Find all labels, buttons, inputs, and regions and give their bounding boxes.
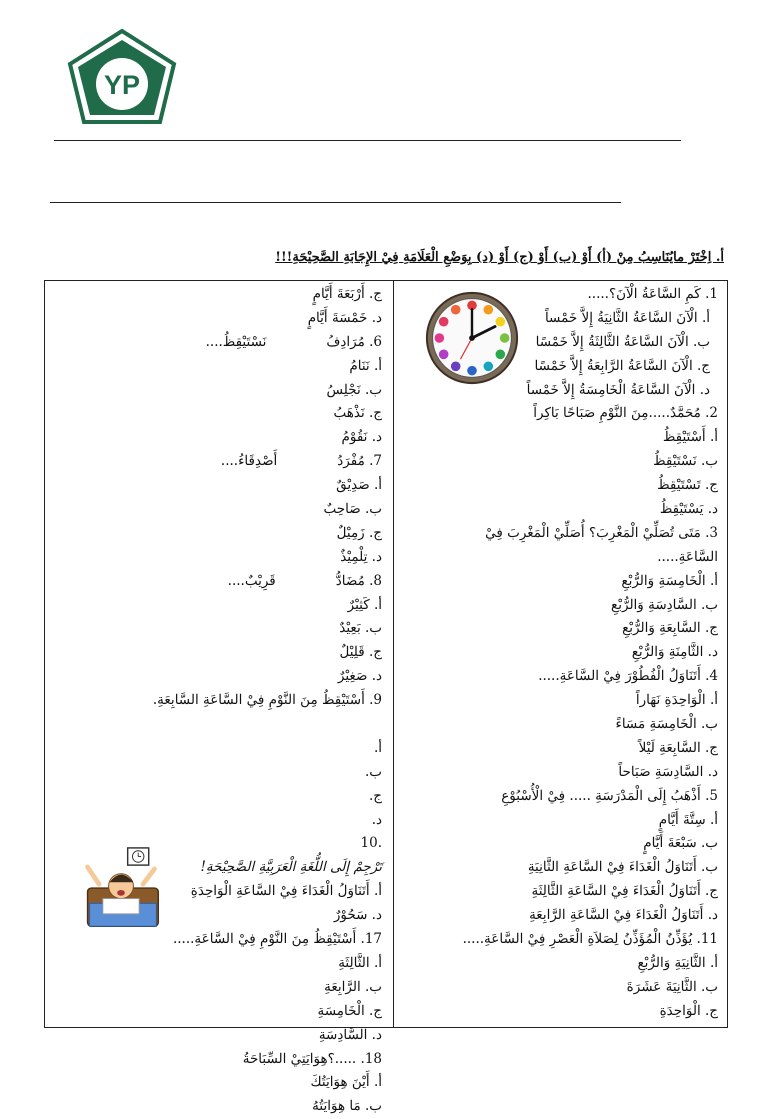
right-column-line: ب. الْخَامِسَةِ مَسَاءً (615, 716, 718, 733)
left-column-line: ب. بَعِيْدٌ (339, 620, 382, 637)
left-column-line: د. صَغِيْرٌ (337, 668, 382, 685)
question-word: نَسْتَيْقِظُ.... (205, 333, 267, 350)
left-column-line: 9. أَسْتَيْقِظُ مِنَ النَّوْمِ فِيْ السَّاعَةِ السَّابِعَةِ. (152, 692, 382, 709)
left-column-line: د. خَمْسَةَ أَيَّامٍ (307, 309, 382, 326)
question-text: 6. مُرَادِفُ (326, 333, 382, 350)
left-column-line: تَرْجِمْ إِلَى اللُّغَةِ الْعَرَبِيَّةِ الصَّحِيْحَةِ! (200, 859, 382, 876)
right-column-line: د. الثَّامِنَةِ وَالرُّبْعِ (631, 644, 718, 661)
right-column-line: ج. الْآنَ السَّاعَةُ الرَّابِعَةُ إِلاَّ خَمْسًا (534, 357, 710, 374)
right-column-line: 3. مَتَى تُصَلِّيْ الْمَغْرِبَ؟ أُصَلِّيْ الْمَغْرِبَ فِيْ (485, 524, 718, 541)
right-column-line: د. يَسْتَيْقِظُ (659, 501, 718, 518)
right-column-line: 4. أَتَنَاوَلُ الْفُطُوْرَ فِيْ السَّاعَةِ..... (538, 668, 718, 685)
right-column-line: ب. السَّادِسَةِ وَالرُّبْعِ (611, 596, 718, 613)
question-word: أَصْدِقَاءُ.... (220, 453, 278, 470)
right-column-line: ج. السَّابِعَةِ وَالرُّبْعِ (622, 620, 718, 637)
left-column-line: أ. أَتَنَاوَلُ الْغَدَاءَ فِيْ السَّاعَةِ الْوَاحِدَةِ (190, 883, 382, 900)
right-column-line: د. أَتَنَاوَلُ الْغَدَاءَ فِيْ السَّاعَةِ الرَّابِعَةِ (529, 907, 718, 924)
left-column-line: أ. أَيْنَ هِوَايَتُكَ (310, 1074, 382, 1091)
left-column-line (48, 570, 388, 594)
right-column-line: أ. الْخَامِسَةِ وَالرُّبْعِ (621, 572, 718, 589)
left-column-line: ج. قَلِيْلٌ (339, 644, 382, 661)
name-line (54, 140, 681, 141)
left-column-line: أ. نَنَامُ (349, 357, 382, 374)
right-column-line: ب. نَسْتَيْقِظُ (653, 453, 718, 470)
right-column-line: د. الْآنَ السَّاعَةُ الْخَامِسَةُ إِلاَّ خَمْساً (526, 381, 710, 398)
right-column-line: أ. الثَّانِيَةِ وَالرُّبْعِ (637, 954, 718, 971)
left-column-line: ب. نَجْلِسُ (326, 381, 382, 398)
question-word: قَرِيْبٌ.... (227, 572, 276, 589)
left-column-line: ج. نَذْهَبُ (333, 405, 382, 422)
right-column-line: أ. أَسْتَيْقِظُ (662, 429, 718, 446)
left-column-line: أ. الثَّالِثَةِ (338, 954, 382, 971)
right-column-line: ب. الْآنَ السَّاعَةُ الثَّالِثَةُ إِلاَّ خَمْسًا (535, 333, 710, 350)
left-column-line (48, 450, 388, 474)
right-column-line: ج. أَتَنَاوَلُ الْغَدَاءَ فِيْ السَّاعَةِ الثَّالِثَةِ (531, 883, 718, 900)
left-column-line: 18. .....؟هِوَايَتِيْ السِّبَاحَةُ (242, 1050, 382, 1067)
right-column-line: ج. تَسْتَيْقِظُ (657, 477, 718, 494)
left-column-line: د. نَقُوْمُ (341, 429, 382, 446)
right-column-line: أ. سِتَّةَ أَيَّامٍ (658, 811, 718, 828)
left-column-line: ج. أَرْبَعَةَ أَيَّامٍ (312, 286, 382, 302)
left-column-line: ج. الْخَامِسَةِ (317, 1002, 382, 1019)
left-column-line: ج. (368, 787, 382, 804)
left-column-line: د. (371, 811, 382, 828)
left-column-line: ج. زَمِيْلٌ (336, 524, 382, 541)
left-column-line: .10 (360, 835, 382, 852)
logo-text: YP (103, 70, 141, 100)
left-column (48, 283, 388, 1119)
right-column-line: ج. الْوَاحِدَةِ (659, 1002, 718, 1019)
instructions: أ. اِخْتَرْ مايُنَاسِبُ مِنْ (أ) أَوْ (ب) أَوْ (ج) أَوْ (د) بِوَضْعِ الْعَلَامَةِ فِيْ الإِجَابَةِ الصَّحِيْحَةِ!!! (275, 250, 724, 265)
right-column-line: أ. الْوَاحِدَةِ نَهَاراً (635, 692, 718, 709)
right-column-line: 5. أَذْهَبُ إِلَى الْمَدْرَسَةِ ..... فِيْ الْأُسْبُوْعِ (501, 787, 718, 804)
right-column-line: د. السَّادِسَةِ صَبَاحاً (618, 763, 718, 780)
right-column-line: ج. السَّابِعَةِ لَيْلاً (638, 739, 718, 756)
left-column-line (48, 331, 388, 355)
left-column-line: أ. (373, 739, 382, 756)
left-column-line: 17. أَسْتَيْقِظُ مِنَ النَّوْمِ فِيْ السَّاعَةِ..... (172, 931, 382, 948)
left-column-line: ب. مَا هِوَايَتُهُ (312, 1098, 382, 1115)
left-column-line: ب. صَاحِبٌ (323, 501, 382, 518)
right-column-line: ب. أَتَنَاوَلُ الْغَدَاءَ فِيْ السَّاعَةِ الثَّانِيَةِ (527, 859, 718, 876)
left-column-line: أ. صَدِيْقٌ (336, 477, 382, 494)
question-text: 7. مُفْرَدُ (337, 453, 382, 470)
left-column-line (48, 713, 388, 737)
right-column (384, 283, 724, 1024)
right-column-line: 11. يُؤَذِّنُ الْمُؤَذِّنُ لِصَلاَةِ الْعَصْرِ فِيْ السَّاعَةِ..... (462, 931, 718, 948)
left-column-line: د. سَحُوْرٌ (333, 907, 382, 924)
right-column-line: أ. الْآنَ السَّاعَةُ الثَّانِيَةُ إِلاَّ خَمْساً (544, 309, 710, 326)
left-column-line: أ. كَثِيْرٌ (347, 596, 382, 613)
left-column-line: د. السَّادِسَةِ (318, 1026, 382, 1043)
class-line (50, 202, 621, 203)
right-column-line: ب. سَبْعَةَ أَيَّامٍ (643, 835, 718, 852)
right-column-line: 1. كَمِ السَّاعَةُ الْآنَ؟..... (587, 286, 718, 302)
yp-logo (66, 28, 178, 126)
left-column-line: ب. الرَّابِعَةِ (324, 978, 382, 995)
right-column-line: السَّاعَةِ..... (657, 548, 718, 565)
question-text: 8. مُضَادُّ (335, 572, 382, 589)
left-column-line: د. تِلْمِيْذٌ (340, 548, 382, 565)
right-column-line: ب. الثَّانِيَةَ عَشَرَةَ (626, 978, 718, 995)
left-column-line: ب. (364, 763, 382, 780)
right-column-line: 2. مُحَمَّدٌ.....مِنَ النَّوْمِ صَبَاحًا بَاكِراً (533, 405, 718, 422)
